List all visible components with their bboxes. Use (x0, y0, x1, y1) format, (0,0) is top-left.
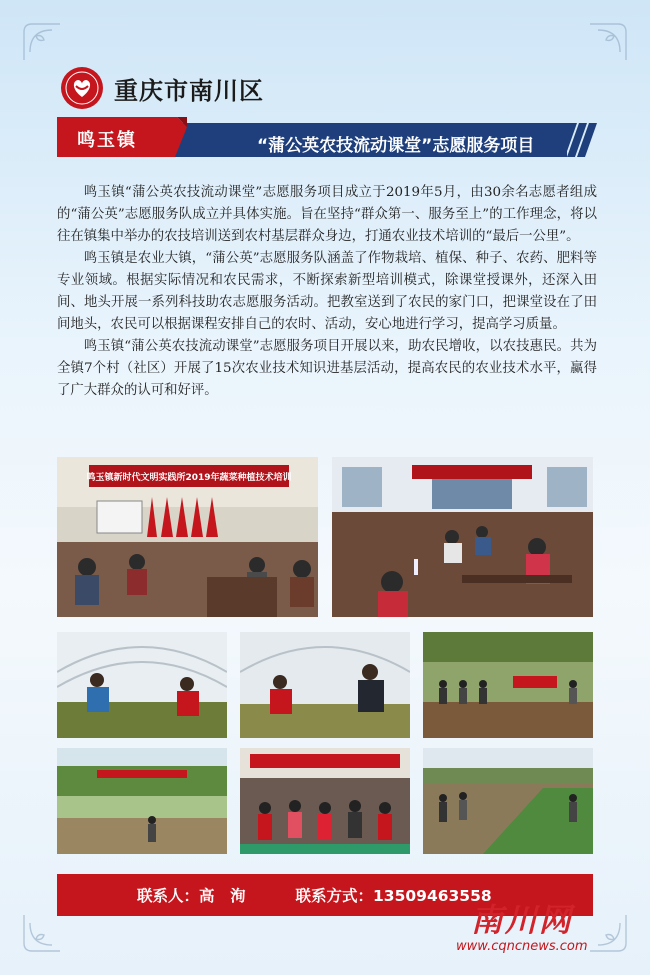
article-paragraph: 鸣玉镇是农业大镇，“蒲公英”志愿服务队涵盖了作物栽培、植保、种子、农药、肥料等专业领域。根据实际情况和农民需求，不断探索新型培训模式，除课堂授课外，还深入田间、地头开展一系列科技助农志愿服务活动。把教室送到了农民的家门口，把课堂设在了田间地头，农民可以根据课程安排自己的农时、活动，安心地进行学习，提高学习质量。 (57, 251, 597, 332)
contact-person: 联系人：高 洵 (137, 887, 246, 905)
photo-field-activity (423, 632, 593, 738)
district-title: 重庆市南川区 (114, 76, 264, 105)
article-paragraph: 鸣玉镇“蒲公英农技流动课堂”志愿服务项目成立于2019年5月，由30余名志愿者组成的“蒲公英”志愿服务队成立并具体实施。旨在坚持“群众第一、服务至上”的工作理念，将以往在镇集中举办的农技培训送到农村基层群众身边，打通农业技术培训的“最后一公里”。 (57, 185, 597, 244)
project-title: “蒲公英农技流动课堂”志愿服务项目 (257, 136, 535, 156)
corner-ornament-icon (22, 22, 62, 62)
classroom-banner-text: 鸣玉镇新时代文明实践所2019年蔬菜种植技术培训 (86, 473, 292, 483)
article-paragraph: 鸣玉镇“蒲公英农技流动课堂”志愿服务项目开展以来，助农民增收，以农技惠民。共为全镇7个村（社区）开展了15次农业技术知识进基层活动，提高农民的农业技术水平，赢得了广大群众的认可和好评。 (57, 339, 597, 398)
page-header (60, 64, 264, 112)
corner-ornament-icon (588, 22, 628, 62)
corner-ornament-icon (22, 913, 62, 953)
photo-conference-room (332, 457, 593, 617)
project-banner (57, 117, 597, 161)
site-watermark (456, 895, 588, 954)
photo-greenhouse-inspection (240, 632, 410, 738)
watermark-url: www.cqncnews.com (456, 939, 588, 954)
town-name: 鸣玉镇 (77, 130, 137, 151)
photo-vegetable-field (423, 748, 593, 854)
contact-phone[interactable]: 联系方式：13509463558 (295, 887, 492, 905)
article-body (57, 182, 597, 402)
corner-ornament-icon (588, 913, 628, 953)
watermark-brand: 南川网 (470, 901, 573, 939)
photo-pond-site (57, 748, 227, 854)
photo-classroom-training (57, 457, 318, 617)
photo-greenhouse-guidance (57, 632, 227, 738)
volunteer-emblem-icon (60, 66, 104, 110)
photo-group-gathering (240, 748, 410, 854)
